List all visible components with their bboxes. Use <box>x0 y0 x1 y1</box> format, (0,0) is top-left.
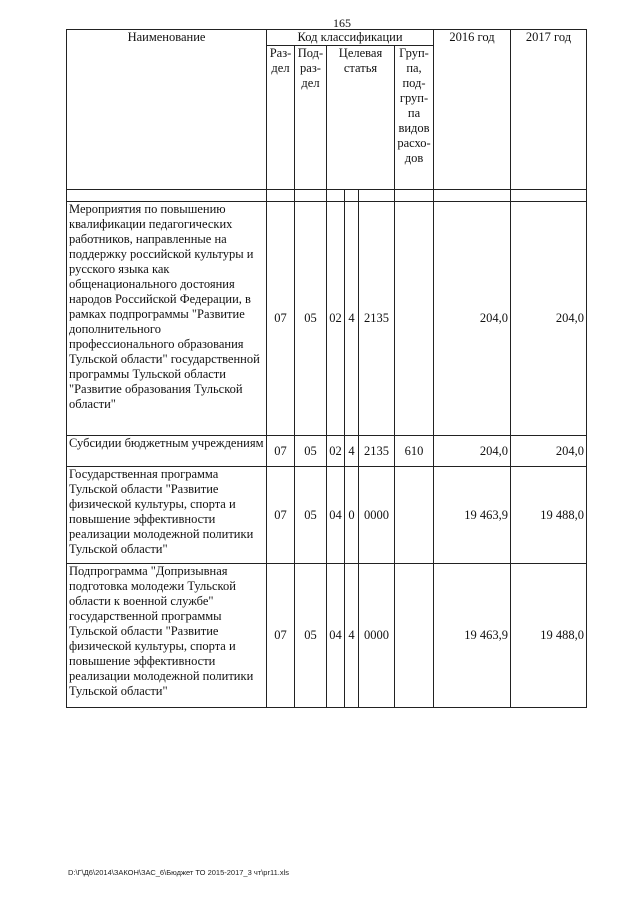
header-row-1 <box>67 30 587 46</box>
row-1-target-3: 2135 <box>359 202 395 436</box>
row-1-target-1: 02 <box>327 202 345 436</box>
row-3-y2017: 19 488,0 <box>511 467 587 564</box>
row-1-target-2: 4 <box>345 202 359 436</box>
file-path-footer: D:\Г\Д6\2014\ЗАКОН\ЗАС_6\Бюджет ТО 2015-2017_3 чт\pr11.xls <box>68 868 289 877</box>
header-target <box>327 46 395 190</box>
row-4-target-3: 0000 <box>359 564 395 708</box>
header-group-l4: груп- <box>399 91 429 105</box>
header-group-l5: па <box>407 106 421 120</box>
budget-table <box>66 29 587 708</box>
row-3-razdel: 07 <box>267 467 295 564</box>
row-2-target-3: 2135 <box>359 436 395 467</box>
row-3-target-1: 04 <box>327 467 345 564</box>
row-2-target-1: 02 <box>327 436 345 467</box>
table-row <box>67 467 587 564</box>
row-3-target-2: 0 <box>345 467 359 564</box>
header-group <box>395 46 434 190</box>
spacer-row <box>67 190 587 202</box>
header-group-l2: па, <box>406 61 422 75</box>
row-2-target-2: 4 <box>345 436 359 467</box>
row-2-y2017: 204,0 <box>511 436 587 467</box>
row-4-name: Подпрограмма "Допризывная подготовка молодежи Тульской области к военной службе" государственной программы Тульской области "Развитие физической культуры, спорта и повышение эффективности реализации молодежной политики Тульской области" <box>67 564 267 708</box>
row-2-name: Субсидии бюджетным учреждениям <box>67 436 267 467</box>
row-3-podrazdel: 05 <box>295 467 327 564</box>
header-group-l8: дов <box>404 151 424 165</box>
row-1-podrazdel: 05 <box>295 202 327 436</box>
row-1-y2016: 204,0 <box>434 202 511 436</box>
row-1-razdel: 07 <box>267 202 295 436</box>
page-number: 165 <box>333 16 351 30</box>
header-razdel-l2: дел <box>271 61 290 75</box>
row-3-group <box>395 467 434 564</box>
header-podrazdel-l3: дел <box>301 76 320 90</box>
header-podrazdel-l1: Под- <box>297 46 324 60</box>
header-podrazdel-l2: раз- <box>300 61 321 75</box>
table-row <box>67 436 587 467</box>
row-3-y2016: 19 463,9 <box>434 467 511 564</box>
table-row <box>67 564 587 708</box>
header-target-l1: Целевая <box>338 46 383 60</box>
row-4-target-1: 04 <box>327 564 345 708</box>
row-4-podrazdel: 05 <box>295 564 327 708</box>
row-2-razdel: 07 <box>267 436 295 467</box>
header-podrazdel <box>295 46 327 190</box>
row-2-podrazdel: 05 <box>295 436 327 467</box>
header-razdel-l1: Раз- <box>269 46 292 60</box>
row-1-y2017: 204,0 <box>511 202 587 436</box>
row-1-group <box>395 202 434 436</box>
header-group-l3: под- <box>402 76 426 90</box>
row-1-name: Мероприятия по повышению квалификации педагогических работников, направленные на поддержку российской культуры и русского языка как общенационального достояния народов Российской Федерации, в рамках подпрограммы "Развитие дополнительного профессионального образования Тульской области" государственной программы Тульской области "Развитие образования Тульской области" <box>67 202 267 436</box>
row-4-target-2: 4 <box>345 564 359 708</box>
row-3-name: Государственная программа Тульской области "Развитие физической культуры, спорта и повышение эффективности реализации молодежной политики Тульской области" <box>67 467 267 564</box>
header-name: Наименование <box>67 30 267 190</box>
header-year-2017: 2017 год <box>511 30 587 190</box>
row-2-y2016: 204,0 <box>434 436 511 467</box>
table-row <box>67 202 587 436</box>
header-year-2016: 2016 год <box>434 30 511 190</box>
header-group-l7: расхо- <box>397 136 431 150</box>
header-code-group: Код классификации <box>267 30 434 46</box>
header-group-l6: видов <box>398 121 430 135</box>
row-4-y2017: 19 488,0 <box>511 564 587 708</box>
row-3-target-3: 0000 <box>359 467 395 564</box>
header-target-l2: статья <box>343 61 378 75</box>
row-4-group <box>395 564 434 708</box>
row-4-y2016: 19 463,9 <box>434 564 511 708</box>
row-2-group: 610 <box>395 436 434 467</box>
header-razdel <box>267 46 295 190</box>
header-group-l1: Груп- <box>399 46 429 60</box>
row-4-razdel: 07 <box>267 564 295 708</box>
